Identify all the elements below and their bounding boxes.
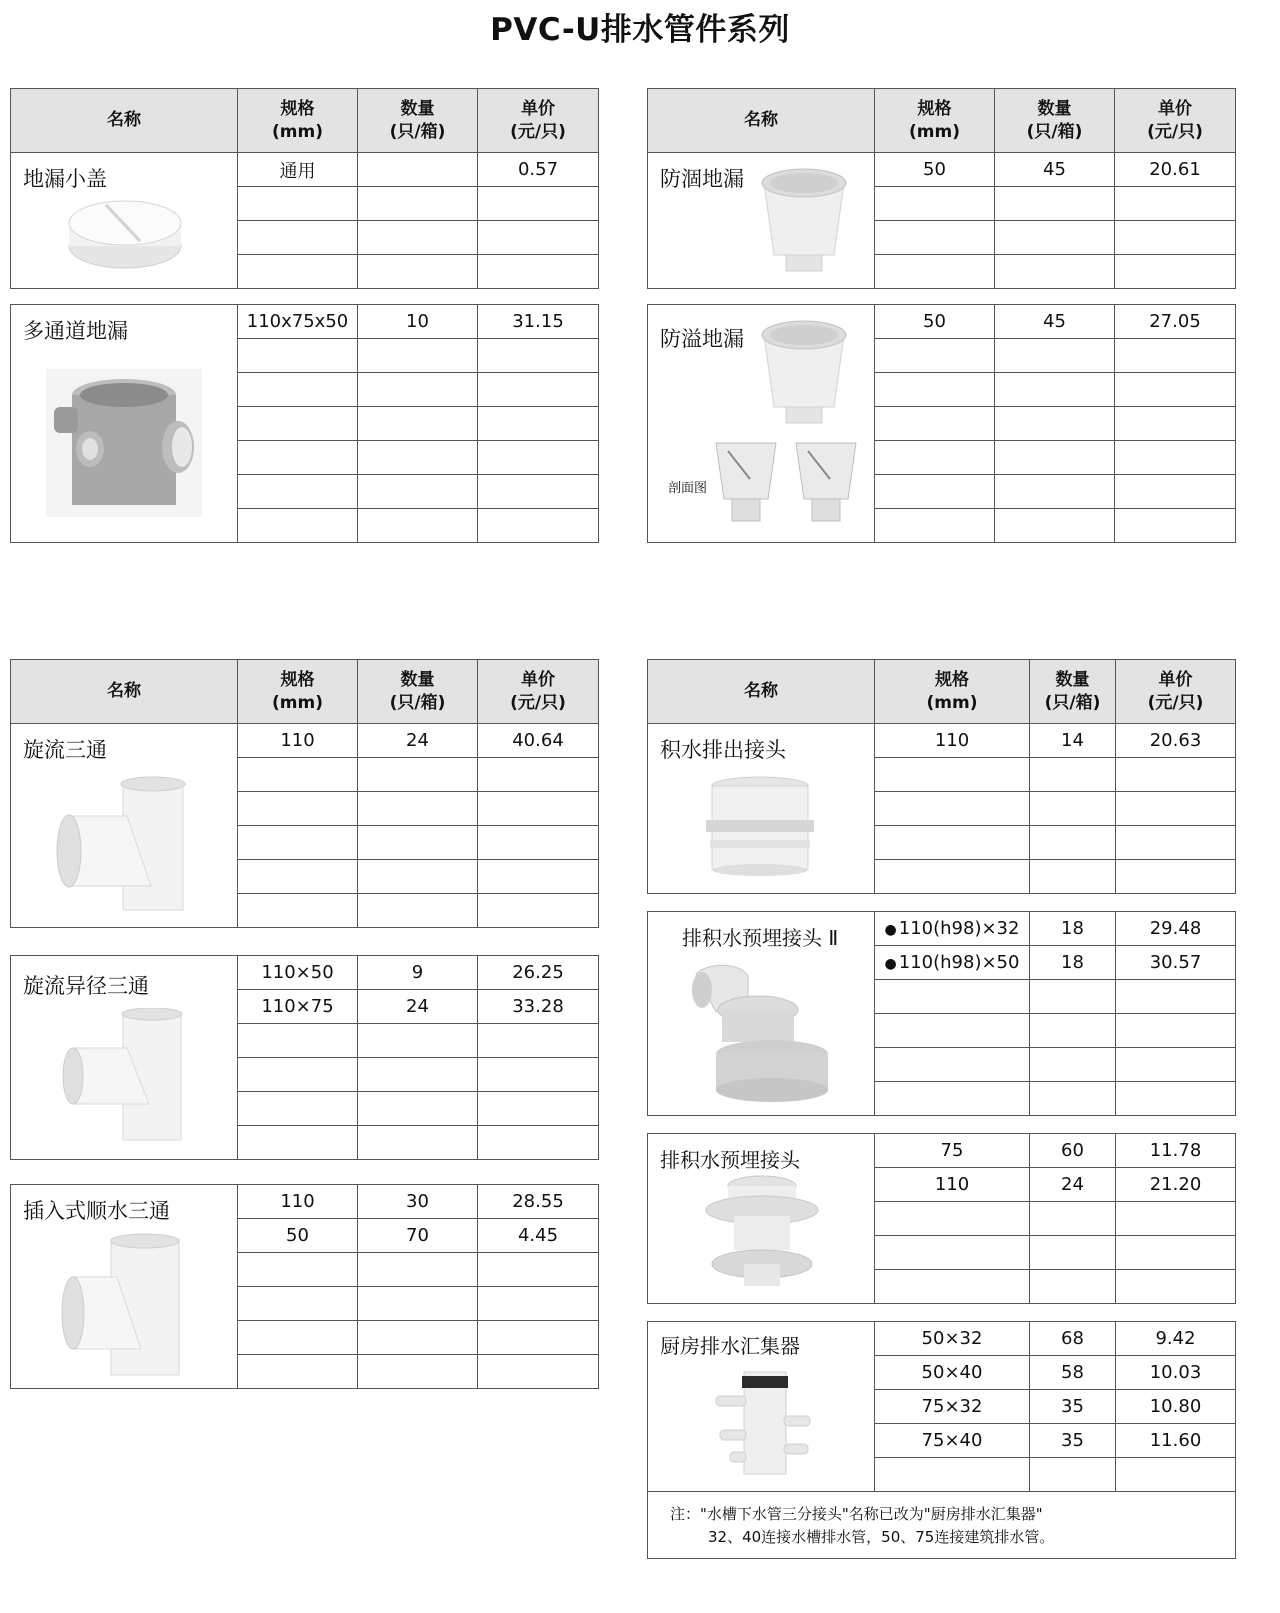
product-cell (648, 305, 875, 543)
price-value: 30.57 (1116, 946, 1236, 980)
qty-value: 24 (358, 724, 478, 758)
footnote (670, 1503, 1054, 1549)
price-value: 28.55 (478, 1185, 599, 1219)
header-spec: 规格 (mm) (238, 89, 358, 153)
footnote-line-2: 32、40连接水槽排水管，50、75连接建筑排水管。 (708, 1528, 1055, 1546)
qty-value: 24 (358, 990, 478, 1024)
spec-value: 110x75x50 (238, 305, 358, 339)
header-name: 名称 (648, 660, 875, 724)
price-value: 11.78 (1116, 1134, 1236, 1168)
spec-value: 50×40 (875, 1356, 1030, 1390)
product-name: 防涸地漏 (660, 167, 744, 191)
product-name: 积水排出接头 (660, 738, 786, 762)
section-view-label: 剖面图 (668, 481, 708, 496)
price-value: 40.64 (478, 724, 599, 758)
qty-value: 68 (1030, 1322, 1116, 1356)
product-name: 防溢地漏 (660, 327, 744, 351)
floor-drain-cover-image (66, 191, 184, 277)
spec-value: 75×40 (875, 1424, 1030, 1458)
section-view-image (710, 439, 862, 527)
product-name: 地漏小盖 (23, 167, 107, 191)
page-title: PVC-U排水管件系列 (490, 12, 790, 48)
table-multi-channel-drain (10, 304, 599, 543)
header-name: 名称 (11, 660, 238, 724)
spec-value: 50 (875, 153, 995, 187)
product-cell (11, 153, 238, 289)
header-qty: 数量 (只/箱) (358, 89, 478, 153)
qty-value: 60 (1030, 1134, 1116, 1168)
product-cell (648, 1322, 875, 1492)
spec-value: 110 (238, 1185, 358, 1219)
spec-value: ● 110(h98)×32 (875, 912, 1030, 946)
table-water-discharge-joint (647, 659, 1236, 894)
qty-value (358, 153, 478, 187)
header-spec: 规格 (mm) (875, 660, 1030, 724)
product-cell (11, 1185, 238, 1389)
product-cell (648, 724, 875, 894)
price-value: 0.57 (478, 153, 599, 187)
price-value: 20.61 (1115, 153, 1236, 187)
table-insert-tee (10, 1184, 599, 1389)
qty-value: 14 (1030, 724, 1116, 758)
qty-value: 35 (1030, 1390, 1116, 1424)
product-name: 插入式顺水三通 (23, 1199, 170, 1223)
price-value: 21.20 (1116, 1168, 1236, 1202)
spec-value: 50 (238, 1219, 358, 1253)
qty-value: 24 (1030, 1168, 1116, 1202)
table-swirl-reducing-tee (10, 955, 599, 1160)
product-name: 排积水预埋接头 (660, 1148, 800, 1172)
table-embedded-joint (647, 1133, 1236, 1304)
header-name: 名称 (648, 89, 875, 153)
product-cell (11, 724, 238, 928)
anti-overflow-drain-image (756, 315, 852, 433)
price-value: 27.05 (1115, 305, 1236, 339)
water-discharge-joint-image (704, 776, 816, 876)
qty-value: 9 (358, 956, 478, 990)
table-anti-dry-drain (647, 88, 1236, 289)
header-price: 单价 (元/只) (478, 89, 599, 153)
qty-value: 18 (1030, 912, 1116, 946)
spec-value: 110×50 (238, 956, 358, 990)
header-spec: 规格 (mm) (875, 89, 995, 153)
header-price: 单价 (元/只) (1116, 660, 1236, 724)
qty-value: 70 (358, 1219, 478, 1253)
header-qty: 数量 (只/箱) (358, 660, 478, 724)
swirl-tee-image (55, 776, 195, 916)
price-value: 10.80 (1116, 1390, 1236, 1424)
qty-value: 35 (1030, 1424, 1116, 1458)
price-value: 31.15 (478, 305, 599, 339)
spec-value: 110 (875, 1168, 1030, 1202)
price-value: 4.45 (478, 1219, 599, 1253)
spec-value: 110 (238, 724, 358, 758)
header-qty: 数量 (只/箱) (995, 89, 1115, 153)
product-cell (648, 153, 875, 289)
header-price: 单价 (元/只) (1115, 89, 1236, 153)
header-qty: 数量 (只/箱) (1030, 660, 1116, 724)
multi-channel-drain-image (46, 369, 202, 517)
price-value: 26.25 (478, 956, 599, 990)
spec-value: 110 (875, 724, 1030, 758)
spec-value: 50×32 (875, 1322, 1030, 1356)
spec-value: ● 110(h98)×50 (875, 946, 1030, 980)
product-cell (11, 956, 238, 1160)
table-embedded-joint-2 (647, 911, 1236, 1116)
product-name: 厨房排水汇集器 (660, 1334, 800, 1358)
kitchen-collector-image (706, 1366, 818, 1478)
spec-value: 110×75 (238, 990, 358, 1024)
price-value: 20.63 (1116, 724, 1236, 758)
qty-value: 58 (1030, 1356, 1116, 1390)
qty-value: 45 (995, 305, 1115, 339)
product-cell (648, 1134, 875, 1304)
spec-value: 75×32 (875, 1390, 1030, 1424)
insert-tee-image (61, 1233, 187, 1379)
spec-value: 通用 (238, 153, 358, 187)
table-swirl-tee (10, 659, 599, 928)
embedded-joint-image (704, 1172, 820, 1294)
qty-value: 45 (995, 153, 1115, 187)
embedded-joint-2-image (688, 960, 832, 1108)
product-name: 旋流三通 (23, 738, 107, 762)
table-anti-overflow-drain (647, 304, 1236, 543)
product-name: 排积水预埋接头 Ⅱ (682, 926, 839, 950)
price-value: 29.48 (1116, 912, 1236, 946)
product-name: 多通道地漏 (23, 319, 128, 343)
price-value: 10.03 (1116, 1356, 1236, 1390)
product-cell (11, 305, 238, 543)
swirl-reducing-tee-image (61, 1008, 191, 1144)
product-cell (648, 912, 875, 1116)
table-floor-drain-cover (10, 88, 599, 289)
price-value: 9.42 (1116, 1322, 1236, 1356)
price-value: 11.60 (1116, 1424, 1236, 1458)
qty-value: 18 (1030, 946, 1116, 980)
header-name: 名称 (11, 89, 238, 153)
product-name: 旋流异径三通 (23, 974, 149, 998)
header-spec: 规格 (mm) (238, 660, 358, 724)
qty-value: 30 (358, 1185, 478, 1219)
anti-dry-drain-image (756, 163, 852, 283)
qty-value: 10 (358, 305, 478, 339)
price-value: 33.28 (478, 990, 599, 1024)
spec-value: 75 (875, 1134, 1030, 1168)
spec-value: 50 (875, 305, 995, 339)
footnote-line-1: 注："水槽下水管三分接头"名称已改为"厨房排水汇集器" (670, 1505, 1043, 1523)
header-price: 单价 (元/只) (478, 660, 599, 724)
